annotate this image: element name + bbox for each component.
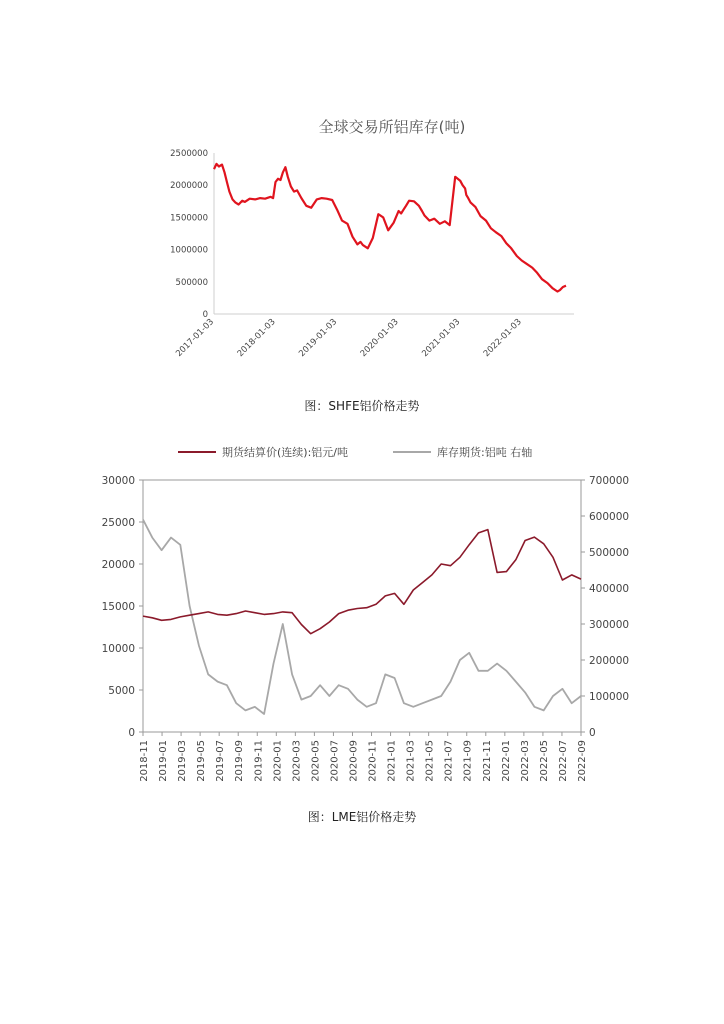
chart2-x-tick-label: 2021-03 xyxy=(405,740,417,782)
chart1-x-tick-label: 2020-01-03 xyxy=(358,317,401,360)
chart2-caption: 图：LME铝价格走势 xyxy=(307,810,417,824)
chart2-y-right-tick-label: 0 xyxy=(589,727,596,739)
chart1-y-tick-label: 1000000 xyxy=(170,245,208,256)
chart2-x-tick-label: 2019-09 xyxy=(234,740,246,782)
chart2-x-tick-label: 2020-11 xyxy=(367,740,379,782)
chart2-y-right-tick-label: 100000 xyxy=(589,691,630,703)
chart2-x-tick-label: 2022-01 xyxy=(500,740,512,782)
chart2-y-right-tick-label: 200000 xyxy=(589,655,630,667)
chart2-price-line xyxy=(143,530,581,634)
chart2-stock-line xyxy=(143,520,581,714)
chart2-x-ticks xyxy=(139,732,588,782)
chart2-x-tick-label: 2021-11 xyxy=(481,740,493,782)
chart2-y-right-tick-label: 300000 xyxy=(589,619,630,631)
chart1-x-tick-label: 2018-01-03 xyxy=(235,317,278,360)
chart2-x-tick-label: 2020-09 xyxy=(348,740,360,782)
chart2-x-tick-label: 2022-03 xyxy=(519,740,531,782)
chart1-y-tick-label: 2000000 xyxy=(170,181,208,192)
chart2-x-tick-label: 2020-03 xyxy=(291,740,303,782)
chart1-y-tick-label: 500000 xyxy=(175,277,208,288)
chart2-x-tick-label: 2022-09 xyxy=(577,740,588,782)
chart2-y-left-tick-label: 5000 xyxy=(108,685,135,697)
chart2-x-tick-label: 2019-05 xyxy=(196,740,208,782)
chart2-y-left-tick-label: 0 xyxy=(128,727,135,739)
chart1-x-tick-label: 2022-01-03 xyxy=(481,317,524,360)
chart2-x-tick-label: 2021-01 xyxy=(386,740,398,782)
chart2-x-tick-label: 2019-01 xyxy=(158,740,170,782)
chart2-x-tick-label: 2019-11 xyxy=(253,740,265,782)
chart2-y-right-tick-label: 400000 xyxy=(589,583,630,595)
chart2-y-left-tick-label: 10000 xyxy=(101,643,135,655)
chart2-x-tick-label: 2021-07 xyxy=(443,740,455,782)
chart2-x-tick-label: 2018-11 xyxy=(139,740,150,782)
chart2-x-tick-label: 2020-01 xyxy=(272,740,284,782)
chart2-x-tick-label: 2022-05 xyxy=(538,740,550,782)
chart2-axes xyxy=(143,480,581,732)
chart2-x-tick-label: 2021-09 xyxy=(462,740,474,782)
chart1-y-tick-label: 2500000 xyxy=(170,149,208,159)
chart1-x-tick-label: 2019-01-03 xyxy=(297,317,340,360)
chart1-y-tick-label: 0 xyxy=(202,310,208,320)
chart2-y-left-ticks xyxy=(102,475,143,739)
chart2-y-left-tick-label: 20000 xyxy=(101,559,135,571)
chart2-x-tick-label: 2021-05 xyxy=(424,740,436,782)
chart2-x-tick-label: 2019-03 xyxy=(177,740,189,782)
chart2-series xyxy=(143,520,581,714)
chart2-y-left-tick-label: 30000 xyxy=(101,475,135,487)
chart1-caption: 图：SHFE铝价格走势 xyxy=(304,399,420,413)
chart1-x-tick-label: 2017-01-03 xyxy=(174,317,217,360)
chart2-x-tick-label: 2022-07 xyxy=(557,740,569,782)
chart2-y-left-tick-label: 15000 xyxy=(101,601,135,613)
chart1-x-tick-label: 2021-01-03 xyxy=(420,317,463,360)
chart2-x-tick-label: 2020-05 xyxy=(310,740,322,782)
chart2-plot-frame xyxy=(143,480,581,732)
chart2-legend-label: 库存期货:铝吨 右轴 xyxy=(437,446,533,459)
chart2-x-tick-label: 2020-07 xyxy=(329,740,341,782)
chart2-legend xyxy=(178,445,532,459)
chart2-y-right-ticks xyxy=(581,475,629,739)
chart2-y-right-tick-label: 500000 xyxy=(589,547,630,559)
chart1-title: 全球交易所铝库存(吨) xyxy=(318,118,466,136)
chart2-legend-label: 期货结算价(连续):铝元/吨 xyxy=(222,446,348,459)
chart2-y-left-tick-label: 25000 xyxy=(101,517,135,529)
chart2-x-tick-label: 2019-07 xyxy=(215,740,227,782)
chart2-y-right-tick-label: 700000 xyxy=(589,475,630,487)
chart2-y-right-tick-label: 600000 xyxy=(589,511,630,523)
chart1-y-tick-label: 1500000 xyxy=(170,213,208,224)
